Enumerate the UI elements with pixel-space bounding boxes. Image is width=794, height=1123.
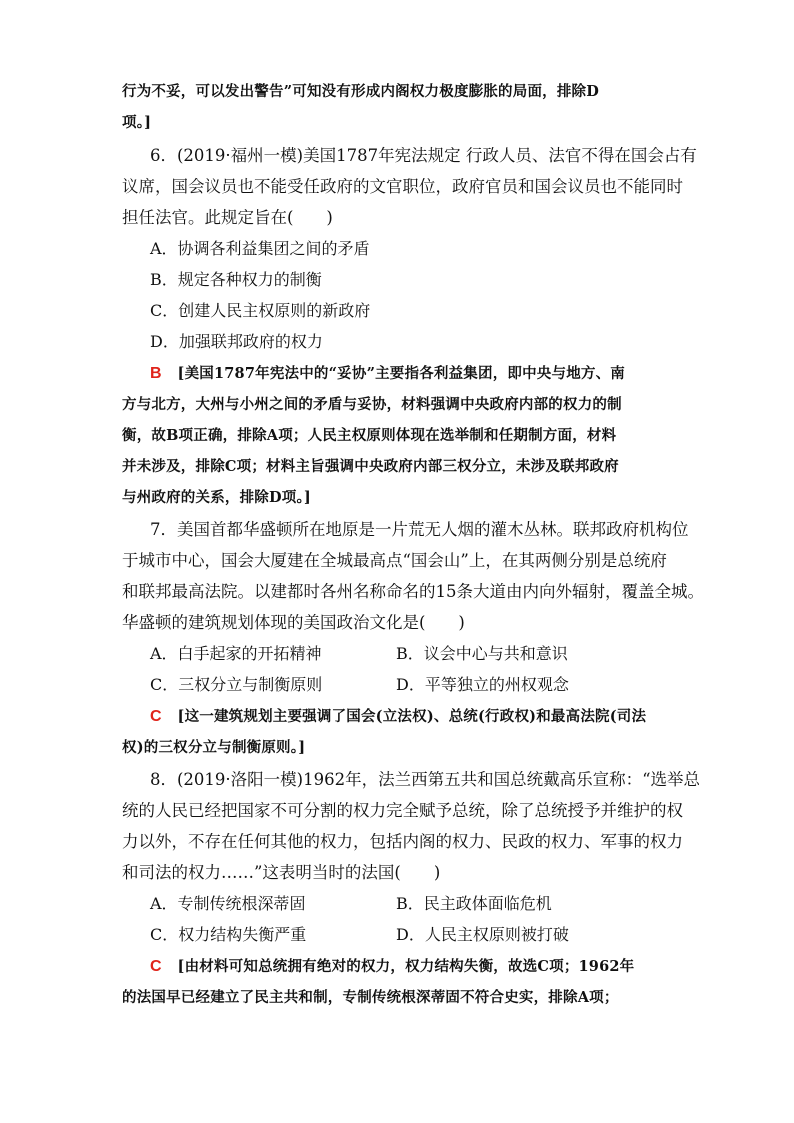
spacer bbox=[162, 708, 178, 725]
line-text: A．白手起家的开拓精神 bbox=[150, 644, 322, 663]
line-text: 华盛顿的建筑规划体现的美国政治文化是( ) bbox=[122, 613, 465, 632]
explanation-line bbox=[122, 426, 794, 446]
line-text: 衡，故B项正确，排除A项；人民主权原则体现在选举制和任期制方面，材料 bbox=[122, 427, 617, 444]
explanation-line bbox=[122, 988, 794, 1008]
spacer bbox=[162, 958, 178, 975]
option-line bbox=[396, 644, 794, 664]
line-text: 与州政府的关系，排除D项。] bbox=[122, 489, 311, 506]
option-line bbox=[150, 332, 794, 352]
line-text: D．加强联邦政府的权力 bbox=[150, 332, 323, 351]
option-line bbox=[150, 239, 794, 259]
line-text: C．三权分立与制衡原则 bbox=[150, 675, 323, 694]
line-text: 权)的三权分立与制衡原则。] bbox=[122, 739, 306, 756]
line-text: [这一建筑规划主要强调了国会(立法权)、总统(行政权)和最高法院(司法 bbox=[177, 708, 647, 725]
option-line bbox=[396, 925, 794, 945]
line-text: B．议会中心与共和意识 bbox=[396, 644, 568, 663]
option-line bbox=[396, 675, 794, 695]
explanation-line bbox=[122, 113, 794, 133]
answer-key: B bbox=[150, 365, 162, 382]
line-text: 7．美国首都华盛顿所在地原是一片荒无人烟的灌木丛林。联邦政府机构位 bbox=[150, 520, 689, 539]
question-line bbox=[122, 832, 794, 852]
question-line bbox=[150, 146, 794, 166]
explanation-line bbox=[122, 488, 794, 508]
line-text: 和司法的权力……”这表明当时的法国( ) bbox=[122, 863, 441, 882]
line-text: 行为不妥，可以发出警告”可知没有形成内阁权力极度膨胀的局面，排除D bbox=[122, 83, 600, 100]
line-text: 议席，国会议员也不能受任政府的文官职位，政府官员和国会议员也不能同时 bbox=[122, 177, 683, 196]
question-line bbox=[150, 520, 794, 540]
explanation-line bbox=[122, 457, 794, 477]
question-line bbox=[122, 177, 794, 197]
line-text: 统的人民已经把国家不可分割的权力完全赋予总统，除了总统授予并维护的权 bbox=[122, 801, 683, 820]
answer-line bbox=[150, 957, 794, 977]
option-line bbox=[150, 270, 794, 290]
line-text: A．专制传统根深蒂固 bbox=[150, 894, 306, 913]
line-text: A．协调各利益集团之间的矛盾 bbox=[150, 239, 370, 258]
question-line bbox=[122, 551, 794, 571]
line-text: 力以外，不存在任何其他的权力，包括内阁的权力、民政的权力、军事的权力 bbox=[122, 832, 683, 851]
line-text: 8．(2019·洛阳一模)1962年，法兰西第五共和国总统戴高乐宣称：“选举总 bbox=[150, 770, 701, 789]
explanation-line bbox=[122, 395, 794, 415]
answer-line bbox=[150, 364, 794, 384]
question-line bbox=[150, 770, 794, 790]
line-text: 和联邦最高法院。以建都时各州名称命名的15条大道由内向外辐射，覆盖全城。 bbox=[122, 582, 704, 601]
answer-key: C bbox=[150, 958, 162, 975]
answer-key: C bbox=[150, 708, 162, 725]
line-text: B．民主政体面临危机 bbox=[396, 894, 552, 913]
line-text: 并未涉及，排除C项；材料主旨强调中央政府内部三权分立，未涉及联邦政府 bbox=[122, 458, 619, 475]
spacer bbox=[162, 365, 178, 382]
explanation-line bbox=[122, 738, 794, 758]
question-line bbox=[122, 208, 794, 228]
option-line bbox=[150, 301, 794, 321]
line-text: [由材料可知总统拥有绝对的权力，权力结构失衡，故选C项；1962年 bbox=[177, 958, 635, 975]
line-text: 担任法官。此规定旨在( ) bbox=[122, 208, 333, 227]
question-line bbox=[122, 613, 794, 633]
line-text: C．创建人民主权原则的新政府 bbox=[150, 301, 371, 320]
line-text: 于城市中心，国会大厦建在全城最高点“国会山”上，在其两侧分别是总统府 bbox=[122, 551, 667, 570]
line-text: 6．(2019·福州一模)美国1787年宪法规定 行政人员、法官不得在国会占有 bbox=[150, 146, 697, 165]
question-line bbox=[122, 801, 794, 821]
explanation-line bbox=[122, 82, 794, 102]
answer-line bbox=[150, 707, 794, 727]
line-text: 项。] bbox=[122, 114, 152, 131]
question-line bbox=[122, 863, 794, 883]
line-text: D．人民主权原则被打破 bbox=[396, 925, 569, 944]
line-text: 的法国早已经建立了民主共和制，专制传统根深蒂固不符合史实，排除A项； bbox=[122, 989, 619, 1006]
line-text: B．规定各种权力的制衡 bbox=[150, 270, 322, 289]
option-line bbox=[396, 894, 794, 914]
question-line bbox=[122, 582, 794, 602]
line-text: D．平等独立的州权观念 bbox=[396, 675, 569, 694]
line-text: [美国1787年宪法中的“妥协”主要指各利益集团，即中央与地方、南 bbox=[177, 365, 626, 382]
line-text: C．权力结构失衡严重 bbox=[150, 925, 307, 944]
line-text: 方与北方，大州与小州之间的矛盾与妥协，材料强调中央政府内部的权力的制 bbox=[122, 396, 622, 413]
